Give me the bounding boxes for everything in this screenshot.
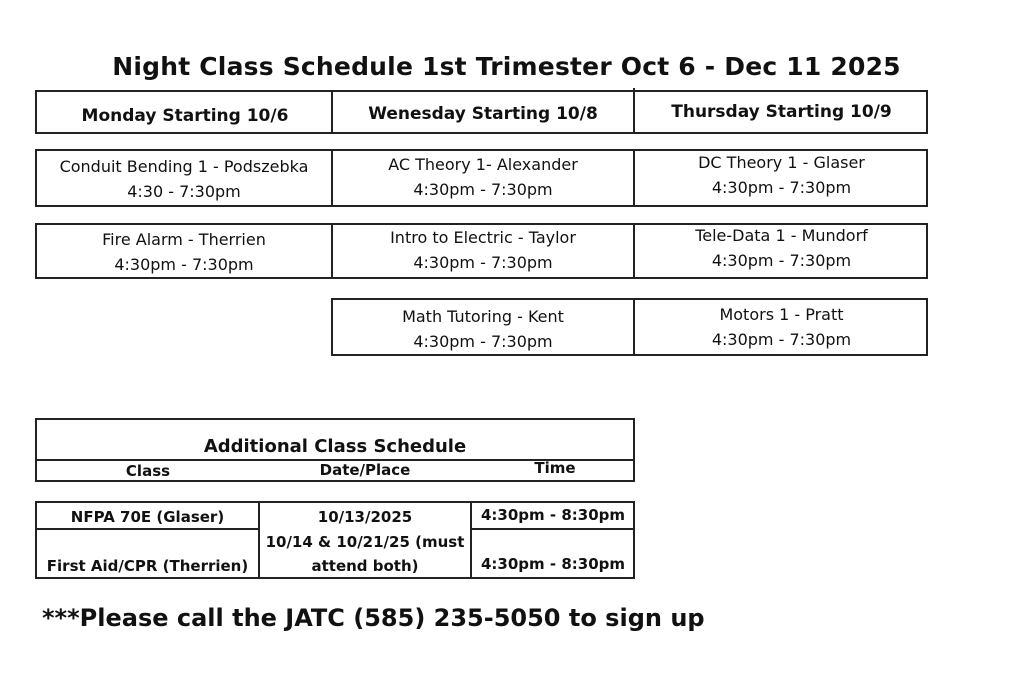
first-aid-date-line2: attend both) xyxy=(311,557,419,575)
class-cell-thursday-2 xyxy=(635,222,928,274)
class-name: Conduit Bending 1 - Podszebka xyxy=(59,157,309,176)
class-cell-monday-2 xyxy=(37,226,331,278)
class-name: Fire Alarm - Therrien xyxy=(102,230,266,249)
wednesday-header: Wenesday Starting 10/8 xyxy=(368,104,598,124)
additional-title: Additional Class Schedule xyxy=(203,436,467,457)
row-divider xyxy=(470,528,635,530)
first-aid-date xyxy=(260,530,470,578)
class-cell-thursday-1 xyxy=(635,148,928,202)
nfpa-date: 10/13/2025 xyxy=(317,508,413,526)
class-name: Math Tutoring - Kent xyxy=(402,307,564,326)
class-cell-monday-1 xyxy=(37,152,331,206)
class-name: Tele-Data 1 - Mundorf xyxy=(695,226,868,245)
class-time: 4:30pm - 7:30pm xyxy=(114,255,254,274)
class-name: Intro to Electric - Taylor xyxy=(390,228,576,247)
first-aid-date-line1: 10/14 & 10/21/25 (must xyxy=(265,533,465,551)
page-title: Night Class Schedule 1st Trimester Oct 6 - Dec 11 2025 xyxy=(112,52,901,81)
class-cell-wednesday-1 xyxy=(333,150,633,204)
class-name: DC Theory 1 - Glaser xyxy=(698,153,865,172)
nfpa-time: 4:30pm - 8:30pm xyxy=(480,506,626,524)
monday-header: Monday Starting 10/6 xyxy=(81,106,289,126)
class-time: 4:30pm - 7:30pm xyxy=(413,180,553,199)
column-header-time: Time xyxy=(534,459,576,477)
class-name: AC Theory 1- Alexander xyxy=(388,155,578,174)
column-header-class: Class xyxy=(125,462,171,480)
class-time: 4:30pm - 7:30pm xyxy=(413,332,553,351)
thursday-header: Thursday Starting 10/9 xyxy=(671,102,892,122)
class-cell-wednesday-2 xyxy=(333,224,633,276)
column-header-date: Date/Place xyxy=(319,461,411,479)
class-time: 4:30pm - 7:30pm xyxy=(711,178,852,197)
first-aid-class: First Aid/CPR (Therrien) xyxy=(46,557,249,575)
class-time: 4:30pm - 7:30pm xyxy=(711,251,852,270)
nfpa-class: NFPA 70E (Glaser) xyxy=(70,508,225,526)
class-time: 4:30pm - 7:30pm xyxy=(413,253,553,272)
class-cell-wednesday-3 xyxy=(333,302,633,356)
class-time: 4:30 - 7:30pm xyxy=(127,182,241,201)
first-aid-time: 4:30pm - 8:30pm xyxy=(480,555,626,573)
class-time: 4:30pm - 7:30pm xyxy=(711,330,852,349)
class-name: Motors 1 - Pratt xyxy=(719,305,844,324)
signup-note: ***Please call the JATC (585) 235-5050 to sign up xyxy=(42,604,705,632)
class-cell-thursday-3 xyxy=(635,300,928,354)
